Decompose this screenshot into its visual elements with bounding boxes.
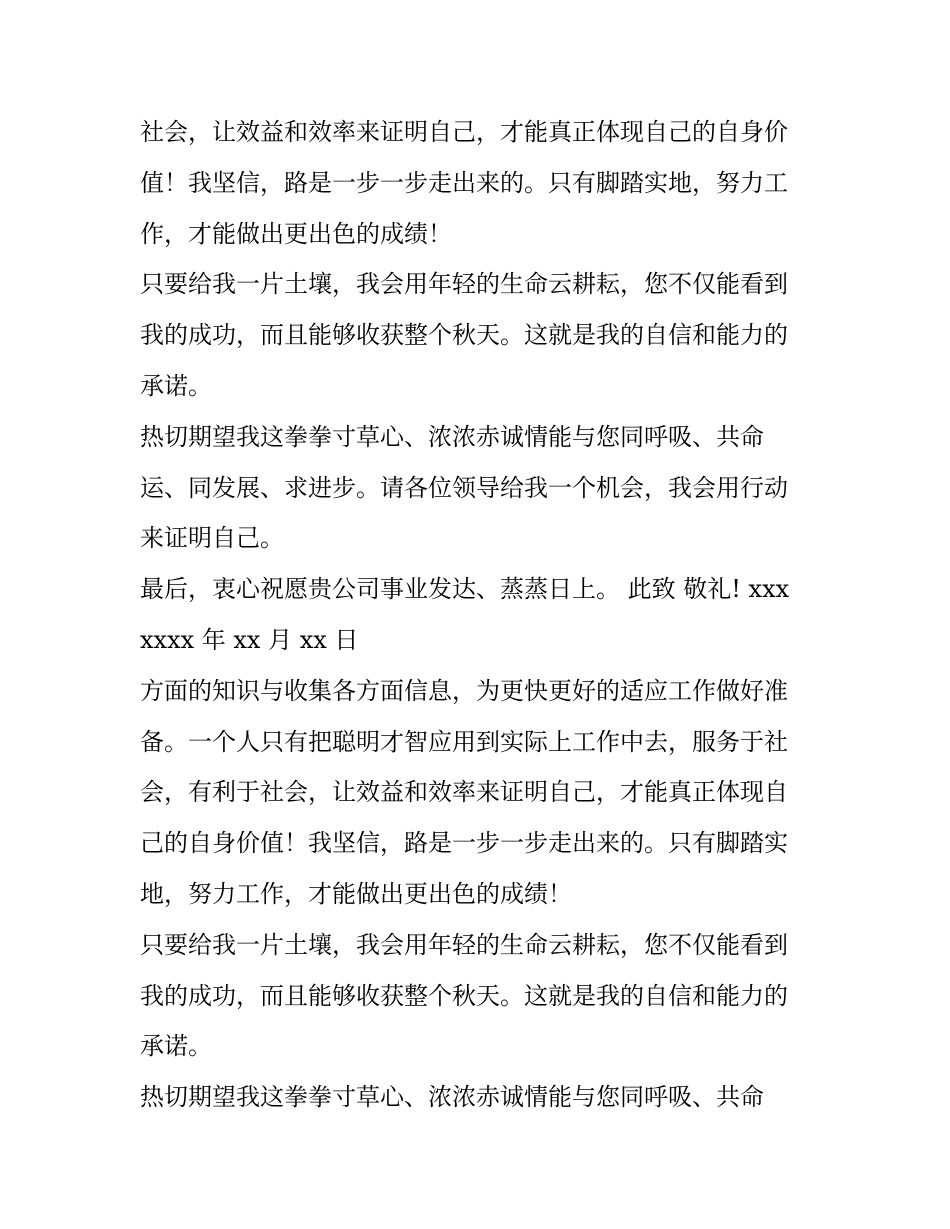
text-line: 会，有利于社会，让效益和效率来证明自己，才能真正体现自	[140, 778, 788, 807]
text-line: 热切期望我这拳拳寸草心、浓浓赤诚情能与您同呼吸、共命	[140, 422, 764, 451]
text-line: 热切期望我这拳拳寸草心、浓浓赤诚情能与您同呼吸、共命	[140, 1083, 764, 1112]
text-line: 方面的知识与收集各方面信息，为更快更好的适应工作做好准	[140, 676, 788, 705]
text-line: 己的自身价值！我坚信，路是一步一步走出来的。只有脚踏实	[140, 829, 788, 858]
text-line: 值！我坚信，路是一步一步走出来的。只有脚踏实地，努力工	[140, 168, 788, 197]
text-line: 承诺。	[140, 1032, 212, 1061]
text-line: 承诺。	[140, 371, 212, 400]
text-line: 运、同发展、求进步。请各位领导给我一个机会，我会用行动	[140, 473, 788, 502]
text-line: 作，才能做出更出色的成绩！	[140, 219, 452, 248]
text-line: 我的成功，而且能够收获整个秋天。这就是我的自信和能力的	[140, 981, 788, 1010]
text-line: 社会，让效益和效率来证明自己，才能真正体现自己的自身价	[140, 118, 788, 146]
text-line: 我的成功，而且能够收获整个秋天。这就是我的自信和能力的	[140, 321, 788, 350]
text-line: 只要给我一片土壤，我会用年轻的生命云耕耘，您不仅能看到	[140, 930, 788, 959]
text-line: 地，努力工作，才能做出更出色的成绩！	[140, 879, 572, 908]
closing-line: 最后，衷心祝愿贵公司事业发达、蒸蒸日上。 此致 敬礼! xxx	[140, 575, 790, 604]
date-line: xxxx 年 xx 月 xx 日	[140, 625, 359, 654]
text-line: 备。一个人只有把聪明才智应用到实际上工作中去，服务于社	[140, 727, 788, 756]
text-line: 来证明自己。	[140, 524, 284, 553]
text-line: 只要给我一片土壤，我会用年轻的生命云耕耘，您不仅能看到	[140, 270, 788, 299]
document-body	[140, 107, 820, 1123]
